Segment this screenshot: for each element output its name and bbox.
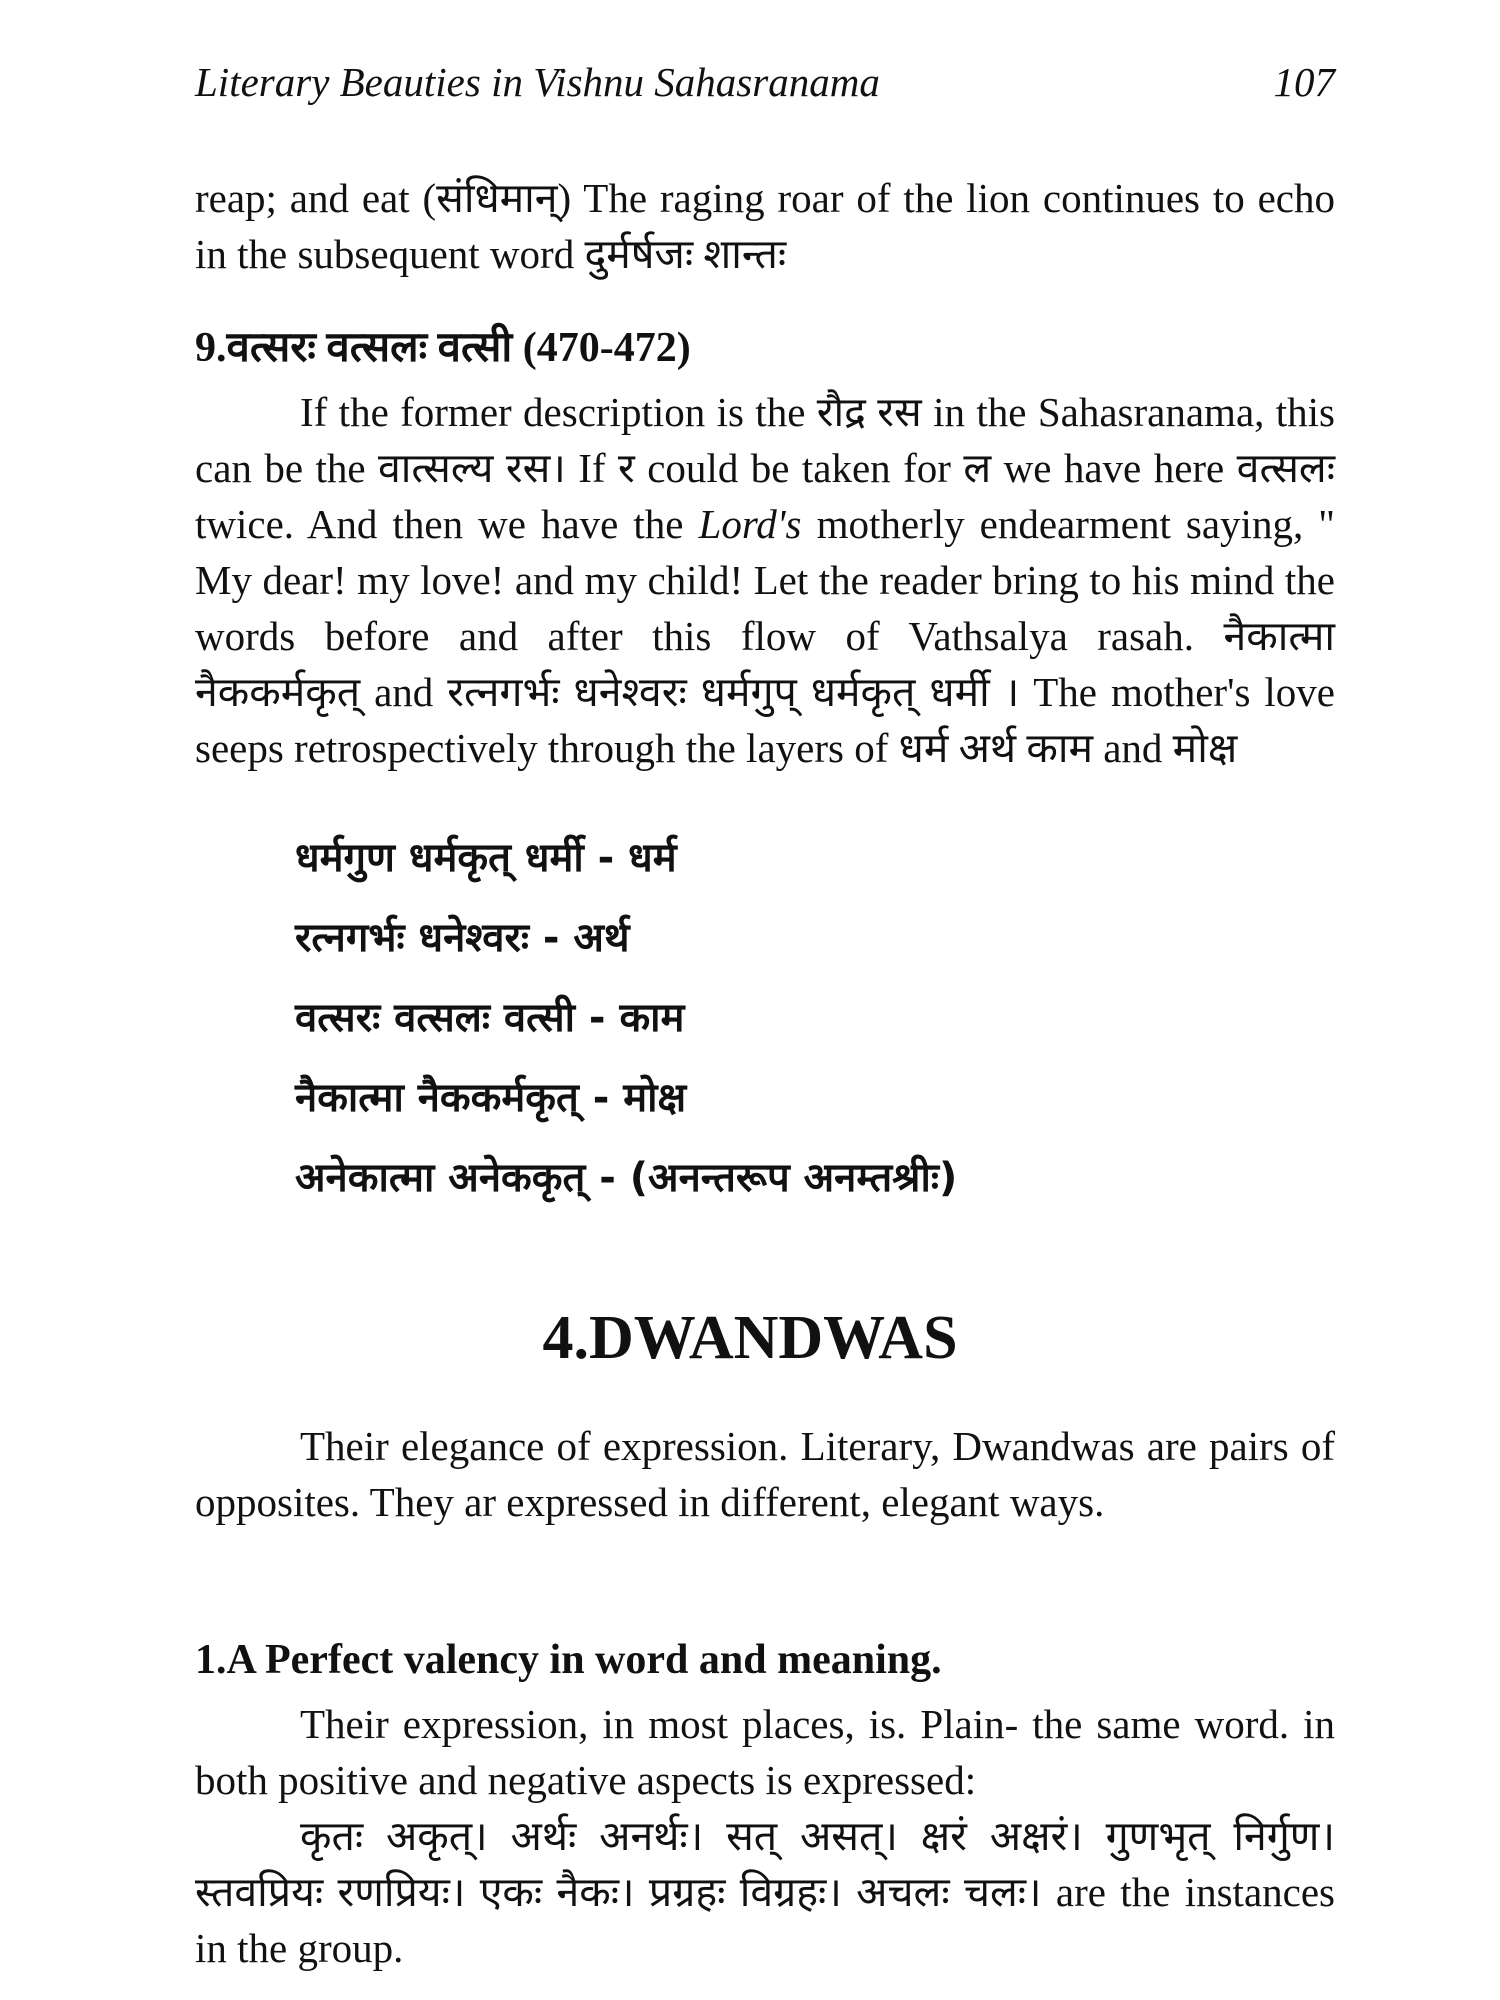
- section-9-heading: 9.वत्सरः वत्सलः वत्सी (470-472): [195, 325, 691, 371]
- section-9-paragraph-emphasis: Lord's: [698, 501, 802, 547]
- purushartha-line-moksha: नैकात्मा नैककर्मकृत् - मोक्ष: [295, 1075, 687, 1121]
- purushartha-line-kama: वत्सरः वत्सलः वत्सी - काम: [295, 995, 685, 1041]
- section-1-paragraph: Their expression, in most places, is. Plain- the same word. in both positive and negative aspects is expressed:: [195, 1701, 1335, 1803]
- section-1-heading: 1.A Perfect valency in word and meaning.: [195, 1637, 942, 1683]
- purushartha-line-anantarupa: अनेकात्मा अनेककृत् - (अनन्तरूप अनम्तश्रीः): [295, 1155, 958, 1201]
- purushartha-line-dharma: धर्मगुण धर्मकृत् धर्मी - धर्म: [295, 835, 677, 881]
- running-head: [195, 52, 1335, 112]
- section-1-instances: कृतः अकृत्। अर्थः अनर्थः। सत् असत्। क्षरं अक्षरं। गुणभृत् निर्गुण। स्तवप्रियः रणप्रियः। एकः नैकः। प्रग्रहः विग्रहः। अचलः चलः। are the instances in the group.: [195, 1813, 1335, 1971]
- section-9-paragraph-part2: motherly endearment saying, " My dear! my love! and my child! Let the reader bring to his mind the words before and after this flow of Vathsalya rasah. नैकात्मा नैककर्मकृत् and रत्नगर्भः धनेश्वरः धर्मगुप् धर्मकृत् धर्मी । The mother's love seeps retrospectively through the layers of धर्म अर्थ काम and मोक्ष: [195, 501, 1335, 771]
- chapter-title: 4.DWANDWAS: [542, 1304, 958, 1372]
- opening-paragraph: reap; and eat (संधिमान्) The raging roar of the lion continues to echo in the subsequent word दुर्मर्षजः शान्तः: [195, 175, 1335, 277]
- section-9-paragraph-part1: If the former description is the रौद्र रस in the Sahasranama, this can be the वात्सल्य रस। If र could be taken for ल we have here वत्सलः twice. And then we have the: [195, 389, 1335, 547]
- page-number: 107: [1273, 59, 1335, 105]
- section-9-paragraph: [195, 384, 1335, 776]
- purushartha-list: [295, 818, 1295, 1218]
- running-head-title: Literary Beauties in Vishnu Sahasranama: [195, 59, 880, 105]
- purushartha-line-artha: रत्नगर्भः धनेश्वरः - अर्थ: [295, 915, 630, 961]
- chapter-intro-paragraph: Their elegance of expression. Literary, Dwandwas are pairs of opposites. They ar expressed in different, elegant ways.: [195, 1423, 1335, 1525]
